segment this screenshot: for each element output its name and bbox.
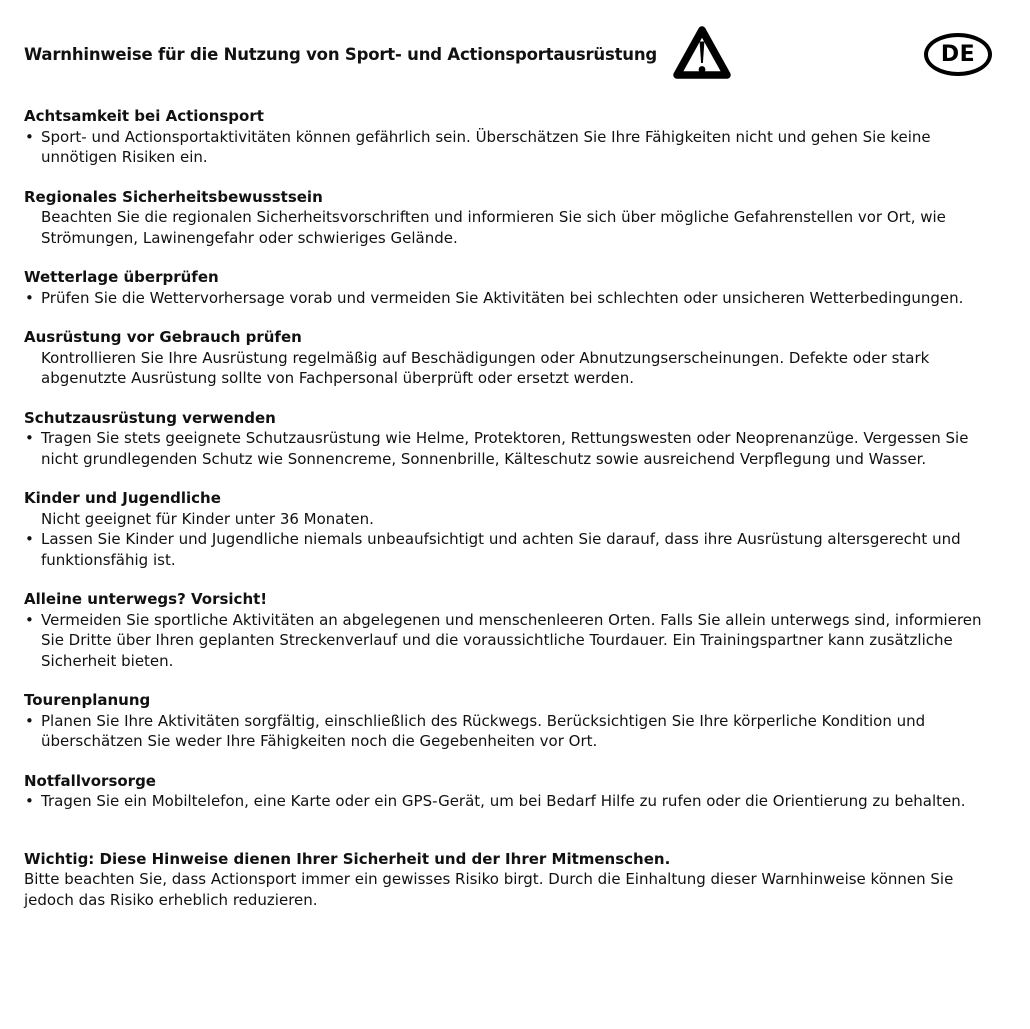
section-heading: Alleine unterwegs? Vorsicht!: [24, 590, 268, 608]
bullet-marker: •: [25, 127, 34, 146]
bullet-list-item: [24, 127, 998, 168]
item-text: Lassen Sie Kinder und Jugendliche niemals unbeaufsichtigt und achten Sie darauf, dass ihre Ausrüstung altersgerecht und funktionsfähig ist.: [41, 530, 961, 569]
item-text: Beachten Sie die regionalen Sicherheitsvorschriften und informieren Sie sich über mögliche Gefahrenstellen vor Ort, wie Strömungen, Lawinengefahr oder schwieriges Gelände.: [41, 208, 946, 247]
warning-sections: [24, 106, 1006, 812]
bullet-list-item: [24, 428, 998, 469]
warning-section: [24, 187, 1006, 249]
indented-note: [24, 207, 998, 248]
footer-text: Bitte beachten Sie, dass Actionsport immer ein gewisses Risiko birgt. Durch die Einhaltung dieser Warnhinweise können Sie jedoch das Risiko erheblich reduzieren.: [24, 870, 954, 909]
warning-section: [24, 327, 1006, 389]
bullet-list-item: [24, 288, 998, 309]
warning-triangle-icon: [671, 24, 733, 84]
bullet-list-item: [24, 791, 998, 812]
item-text: Sport- und Actionsportaktivitäten können gefährlich sein. Überschätzen Sie Ihre Fähigkeiten nicht und gehen Sie keine unnötigen Risiken ein.: [41, 127, 931, 166]
bullet-list-item: [24, 529, 998, 570]
page-title: Warnhinweise für die Nutzung von Sport- und Actionsportausrüstung: [24, 44, 657, 64]
bullet-list-item: [24, 711, 998, 752]
document-header: [24, 18, 1006, 90]
bullet-marker: •: [25, 711, 34, 730]
indented-note: [24, 348, 998, 389]
language-badge: DE: [924, 33, 992, 76]
section-heading: Tourenplanung: [24, 691, 151, 709]
warning-section: [24, 106, 1006, 168]
bullet-marker: •: [25, 792, 34, 810]
warning-section: [24, 267, 1006, 308]
section-heading: Schutzausrüstung verwenden: [24, 408, 276, 427]
bullet-marker: •: [25, 530, 34, 548]
section-heading: Notfallvorsorge: [24, 771, 156, 790]
section-heading: Regionales Sicherheitsbewusstsein: [24, 187, 323, 206]
warning-section: [24, 488, 1006, 570]
item-text: Prüfen Sie die Wettervorhersage vorab und vermeiden Sie Aktivitäten bei schlechten oder unsicheren Wetterbedingungen.: [41, 288, 964, 307]
warning-section: [24, 408, 1006, 470]
indented-note: [24, 509, 998, 530]
footer-emphasis: Wichtig: Diese Hinweise dienen Ihrer Sicherheit und der Ihrer Mitmenschen.: [24, 849, 671, 868]
warning-section: [24, 690, 1006, 752]
item-text: Planen Sie Ihre Aktivitäten sorgfältig, einschließlich des Rückwegs. Berücksichtigen Sie Ihre körperliche Kondition und überschätzen Sie weder Ihre Fähigkeiten noch die Gegebenheiten vor Ort.: [41, 711, 926, 750]
bullet-marker: •: [25, 429, 34, 447]
section-heading: Kinder und Jugendliche: [24, 489, 221, 507]
section-heading: Wetterlage überprüfen: [24, 268, 219, 286]
item-text: Tragen Sie stets geeignete Schutzausrüstung wie Helme, Protektoren, Rettungswesten oder Neoprenanzüge. Vergessen Sie nicht grundlegenden Schutz wie Sonnencreme, Sonnenbrille, Kälteschutz sowie ausreichend Verpflegung und Wasser.: [41, 429, 969, 468]
item-text: Vermeiden Sie sportliche Aktivitäten an abgelegenen und menschenleeren Orten. Falls Sie allein unterwegs sind, informieren Sie Dritte über Ihren geplanten Streckenverlauf und die voraussichtliche Tourdauer. Ein Trainingspartner kann zusätzliche Sicherheit bieten.: [41, 610, 982, 670]
warning-section: [24, 771, 1006, 812]
warning-section: [24, 589, 1006, 671]
section-heading: Achtsamkeit bei Actionsport: [24, 107, 264, 125]
item-text: Tragen Sie ein Mobiltelefon, eine Karte oder ein GPS-Gerät, um bei Bedarf Hilfe zu rufen oder die Orientierung zu behalten.: [41, 792, 966, 810]
bullet-list-item: [24, 610, 998, 672]
bullet-marker: •: [25, 288, 34, 307]
bullet-marker: •: [25, 610, 34, 629]
section-heading: Ausrüstung vor Gebrauch prüfen: [24, 328, 302, 346]
document-footer: [24, 849, 999, 911]
item-text: Kontrollieren Sie Ihre Ausrüstung regelmäßig auf Beschädigungen oder Abnutzungserscheinungen. Defekte oder stark abgenutzte Ausrüstung sollte von Fachpersonal überprüft oder ersetzt werden.: [41, 348, 930, 387]
item-text: Nicht geeignet für Kinder unter 36 Monaten.: [41, 509, 374, 528]
